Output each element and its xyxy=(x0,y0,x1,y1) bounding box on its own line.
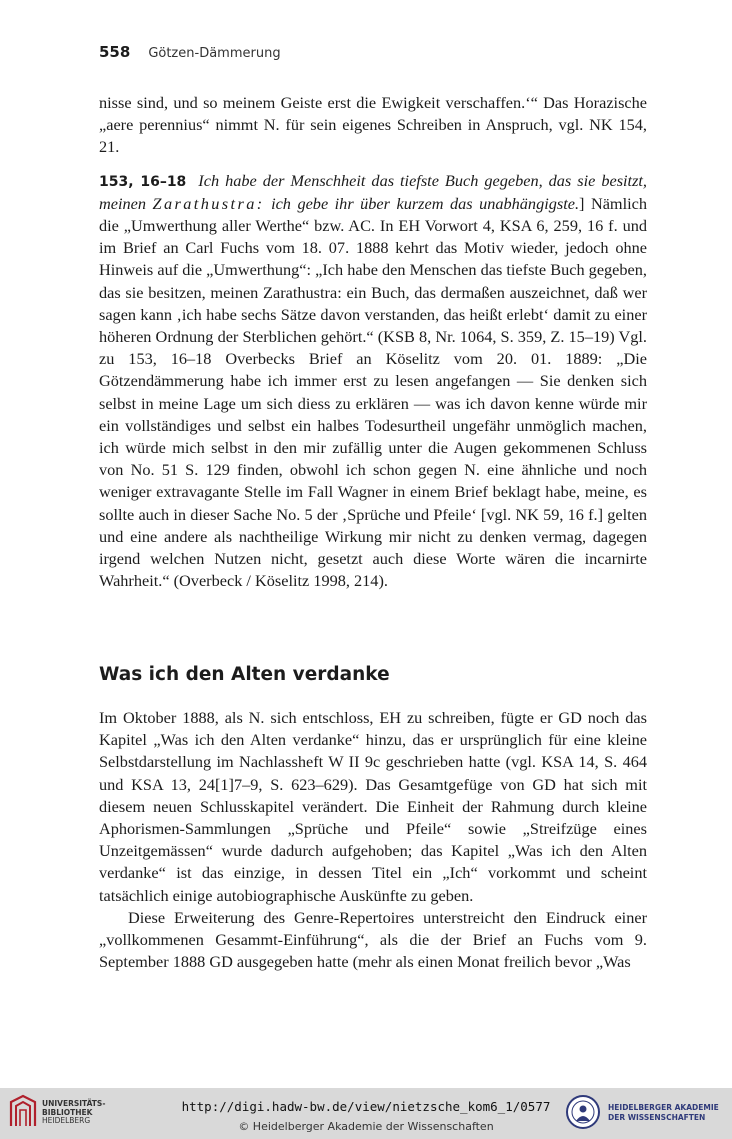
copyright-notice: © Heidelberger Akademie der Wissenschaften xyxy=(238,1120,494,1133)
section-text xyxy=(99,707,647,973)
lemma-reference: 153, 16–18 xyxy=(99,173,187,190)
main-text xyxy=(99,92,647,592)
academy-name: HEIDELBERGER AKADEMIE DER WISSENSCHAFTEN xyxy=(608,1103,719,1122)
commentary-entry xyxy=(99,170,647,593)
running-header xyxy=(99,43,652,65)
intro-paragraph: nisse sind, und so meinem Geiste erst die Ewigkeit verschaffen.‘“ Das Horazische „aere perennius“ nimmt N. für sein eigenes Schreiben in Anspruch, vgl. NK 154, 21. xyxy=(99,93,647,157)
running-title: Götzen-Dämmerung xyxy=(148,46,281,61)
section-paragraph-1: Im Oktober 1888, als N. sich entschloss, EH zu schreiben, fügte er GD noch das Kapitel „Was ich den Alten verdanke“ hinzu, das er ursprünglich für eine kleine Selbstdarstellung im Nachlassheft W II 9c geschrieben hatte (vgl. KSA 14, S. 464 und KSA 13, 24[1]7–9, S. 623–629). Das Gesamtgefüge von GD hat sich mit diesem neuen Schlusskapitel verändert. Die Einheit der Rahmung durch kleine Aphorismen-Sammlungen „Sprüche und Pfeile“ sowie „Streifzüge eines Unzeitgemässen“ wurde dadurch aufgehoben; das Kapitel „Was ich den Alten verdanke“ ist das einzige, in dessen Titel ein „Ich“ vorkommt und scheint tatsächlich einige autobiographische Auskünfte zu geben. xyxy=(99,708,647,905)
commentary-text: ] Nämlich die „Umwerthung aller Werthe“ bzw. AC. In EH Vorwort 4, KSA 6, 259, 16 f. und im Brief an Carl Fuchs vom 18. 07. 1888 kehrt das Motiv wieder, jedoch ohne Hinweis auf die „Umwerthung“: „Ich habe den Menschen das tiefste Buch gegeben, das sie besitzen, meinen Zarathustra: ein Buch, das dermaßen auszeichnet, daß wer sagen kann ‚ich habe sechs Sätze davon verstanden, das heißt erlebt‘ damit zu einer höheren Ordnung der Sterblichen gehört.“ (KSB 8, Nr. 1064, S. 359, Z. 15–19) Vgl. zu 153, 16–18 Overbecks Brief an Köselitz vom 20. 01. 1889: „Die Götzendämmerung habe ich immer erst zu lesen angefangen — Sie denken sich selbst in meine Lage um sich diess zu erklären — was ich davon kenne würde mir ein vollständiges und selbst ein halbes Todesurtheil ungefähr unmöglich machen, ich würde mich selbst in den mir zufällig unter die Augen gekommenen Schluss von No. 51 S. 129 finden, obwohl ich schon gegen N. eine ähnliche und noch weniger extravagante Stelle im Fall Wagner in einem Brief beklagt habe, meine, es sollte auch in dieser Sache No. 5 der ‚Sprüche und Pfeile‘ [vgl. NK 59, 16 f.] gelten und eine andere als nachtheilige Wirkung mir nicht zu denken vermag, dagegen irgend welchen Nutzen nicht, gesetzt auch diese Worte wären die incarnirte Wahrheit.“ (Overbeck / Köselitz 1998, 214). xyxy=(99,193,648,591)
section-heading: Was ich den Alten verdanke xyxy=(99,664,390,685)
academy-seal-icon xyxy=(565,1094,601,1130)
university-library-name: UNIVERSITÄTS- BIBLIOTHEK HEIDELBERG xyxy=(42,1099,106,1125)
page-number: 558 xyxy=(99,43,131,61)
source-url-link[interactable]: http://digi.hadw-bw.de/view/nietzsche_kom6_1/0577 xyxy=(181,1099,551,1114)
footer-bar xyxy=(0,1088,732,1139)
section-paragraph-2: Diese Erweiterung des Genre-Repertoires unterstreicht den Eindruck einer „vollkommenen Gesammt-Einführung“, als die der Brief an Fuchs vom 9. September 1888 GD ausgegeben hatte (mehr als einen Monat freilich bevor „Was xyxy=(99,907,647,972)
lemma-quote: Ich habe der Menschheit das tiefste Buch gegeben, das sie besitzt, meinen Zarathustra: ich gebe ihr über kurzem das unabhängigste. xyxy=(99,170,648,213)
